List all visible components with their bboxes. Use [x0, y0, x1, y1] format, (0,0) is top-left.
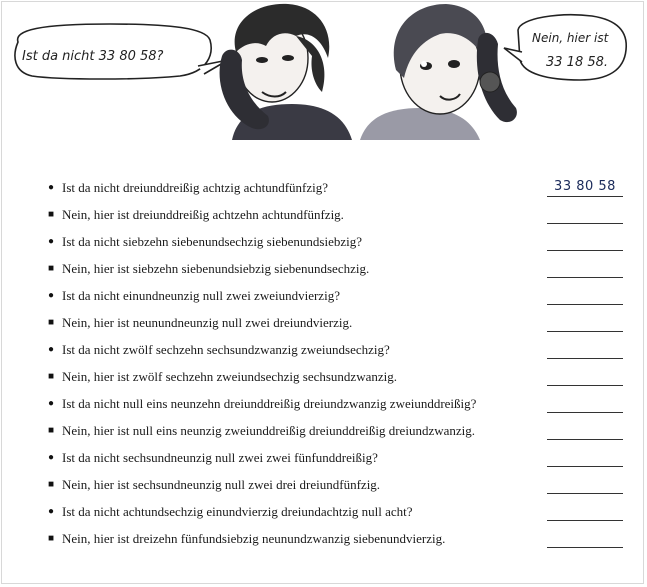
exercise-sentence: Ist da nicht siebzehn siebenundsechzig siebenundsiebzig?: [62, 234, 362, 249]
exercise-row: [48, 450, 623, 477]
exercise-sentence: Nein, hier ist siebzehn siebenundsiebzig siebenundsechzig.: [62, 261, 370, 276]
square-bullet-icon: ■: [48, 533, 55, 544]
answer-field[interactable]: [547, 207, 623, 224]
square-bullet-icon: ■: [48, 479, 55, 490]
right-speech-text-line1: Nein, hier ist: [532, 31, 609, 45]
left-speech-text: Ist da nicht 33 80 58?: [22, 49, 164, 64]
answer-field[interactable]: [547, 288, 623, 305]
exercise-row: [48, 261, 623, 288]
exercise-sentence: Ist da nicht null eins neunzehn dreiunddreißig dreiundzwanzig zweiunddreißig?: [62, 396, 477, 411]
answer-field[interactable]: 33 80 58: [547, 180, 623, 197]
exercise-row: [48, 396, 623, 423]
answer-field[interactable]: [547, 369, 623, 386]
exercise-sentence: Ist da nicht zwölf sechzehn sechsundzwanzig zweiundsechzig?: [62, 342, 390, 357]
answer-field[interactable]: [547, 450, 623, 467]
exercise-sentence: Nein, hier ist null eins neunzig zweiunddreißig dreiunddreißig dreiundzwanzig.: [62, 423, 475, 438]
square-bullet-icon: ■: [48, 317, 55, 328]
exercise-row: [48, 423, 623, 450]
answer-field[interactable]: [547, 396, 623, 413]
right-speech-bubble: [504, 15, 626, 80]
answer-field[interactable]: [547, 261, 623, 278]
exercise-sentence: Nein, hier ist neunundneunzig null zwei dreiundvierzig.: [62, 315, 353, 330]
exercise-sentence: Nein, hier ist sechsundneunzig null zwei drei dreiundfünfzig.: [62, 477, 381, 492]
answer-field[interactable]: [547, 477, 623, 494]
left-person: [220, 4, 352, 140]
right-person: [360, 4, 517, 140]
exercise-row: [48, 234, 623, 261]
exercise-sentence: Ist da nicht einundneunzig null zwei zweiundvierzig?: [62, 288, 340, 303]
circle-bullet-icon: ●: [48, 290, 55, 301]
exercise-row: [48, 369, 623, 396]
exercise-row: [48, 504, 623, 531]
exercise-sentence: Ist da nicht sechsundneunzig null zwei zwei fünfunddreißig?: [62, 450, 378, 465]
answer-field[interactable]: [547, 315, 623, 332]
exercise-sentence: Nein, hier ist dreiunddreißig achtzehn achtundfünfzig.: [62, 207, 344, 222]
circle-bullet-icon: ●: [48, 182, 55, 193]
right-speech-text-line2: 33 18 58.: [546, 55, 609, 70]
exercise-sentence: Nein, hier ist dreizehn fünfundsiebzig neunundzwanzig siebenundvierzig.: [62, 531, 446, 546]
answer-field[interactable]: [547, 531, 623, 548]
circle-bullet-icon: ●: [48, 344, 55, 355]
circle-bullet-icon: ●: [48, 452, 55, 463]
answer-field[interactable]: [547, 342, 623, 359]
phone-call-illustration: [0, 0, 647, 150]
circle-bullet-icon: ●: [48, 506, 55, 517]
left-speech-bubble: [15, 24, 228, 79]
exercise-row: [48, 477, 623, 504]
square-bullet-icon: ■: [48, 371, 55, 382]
exercise-sentence: Nein, hier ist zwölf sechzehn zweiundsechzig sechsundzwanzig.: [62, 369, 397, 384]
exercise-row: [48, 180, 623, 207]
exercise-row: [48, 531, 623, 558]
square-bullet-icon: ■: [48, 425, 55, 436]
exercise-row: [48, 288, 623, 315]
exercise-row: [48, 315, 623, 342]
answer-field[interactable]: [547, 504, 623, 521]
exercise-sentence: Ist da nicht achtundsechzig einundvierzig dreiundachtzig null acht?: [62, 504, 413, 519]
exercise-row: [48, 342, 623, 369]
exercise-sentence: Ist da nicht dreiunddreißig achtzig achtundfünfzig?: [62, 180, 329, 195]
exercise-row: [48, 207, 623, 234]
square-bullet-icon: ■: [48, 263, 55, 274]
square-bullet-icon: ■: [48, 209, 55, 220]
answer-field[interactable]: [547, 423, 623, 440]
circle-bullet-icon: ●: [48, 398, 55, 409]
answer-field[interactable]: [547, 234, 623, 251]
circle-bullet-icon: ●: [48, 236, 55, 247]
exercise-list: [48, 180, 623, 558]
